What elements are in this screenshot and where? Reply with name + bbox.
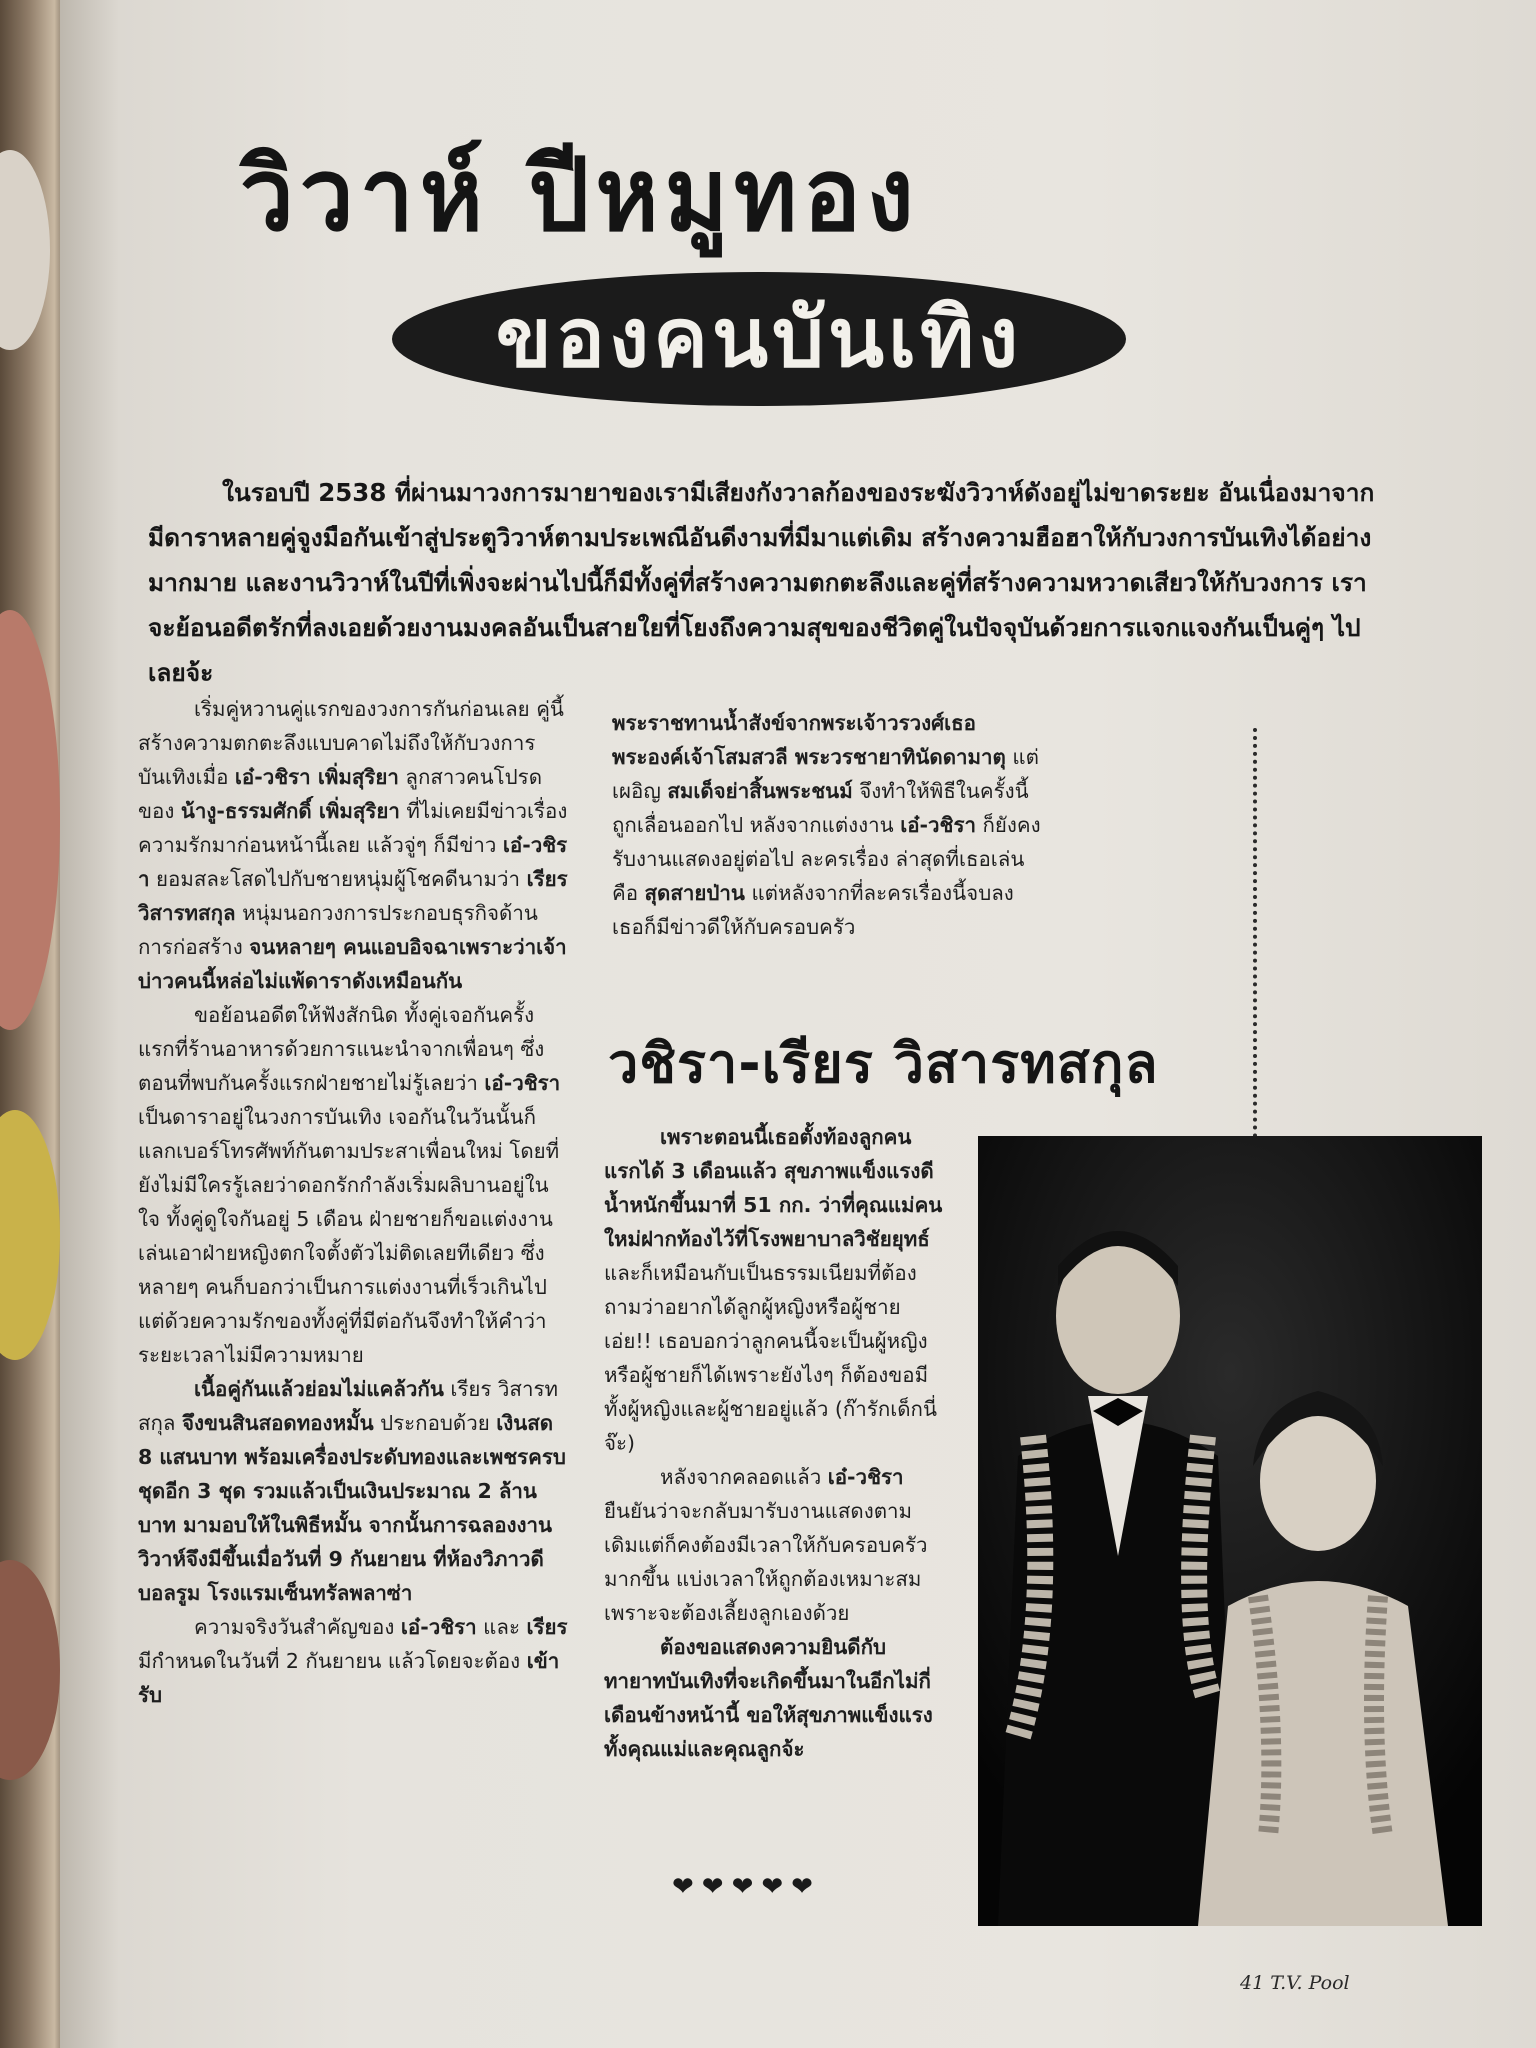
bold-text-run: สุดสายป่าน — [644, 881, 745, 905]
paragraph — [612, 706, 1044, 944]
text-run: มีกำหนดในวันที่ 2 กันยายน แล้วโดยจะต้อง — [138, 1649, 527, 1673]
bold-text-run: เข้ารับ — [138, 1649, 560, 1707]
bold-text-run: สมเด็จย่าสิ้นพระชนม์ — [667, 779, 853, 803]
bold-text-run: พระราชทานน้ำสังข์จากพระเจ้าวรวงศ์เธอพระองค์เจ้าโสมสวลี พระวรชายาทินัดดามาตุ — [612, 711, 1006, 769]
bold-text-run: เอ๋-วชิรา — [400, 1615, 477, 1639]
text-run: ขอย้อนอดีตให้ฟังสักนิด ทั้งคู่เจอกันครั้งแรกที่ร้านอาหารด้วยการแนะนำจากเพื่อนๆ ซึ่งตอนที่พบกันครั้งแรกฝ่ายชายไม่รู้เลยว่า — [138, 1003, 545, 1095]
bold-text-run: น้างู-ธรรมศักดิ์ เพิ่มสุริยา — [180, 799, 400, 823]
column-1 — [138, 692, 570, 1712]
bold-text-run: จึงขนสินสอดทองหมั้น — [182, 1411, 374, 1435]
adjacent-photo-fragment — [0, 610, 60, 1030]
text-run: ยอมสละโสดไปกับชายหนุ่มผู้โชคดีนามว่า — [149, 867, 527, 891]
text-run: เรียร วิสารทสกุล — [138, 1377, 558, 1435]
paragraph — [138, 692, 570, 998]
page-footer: 41 T.V. Pool — [1240, 1972, 1350, 1994]
text-run: ก็ยังคงรับงานแสดงอยู่ต่อไป ละครเรื่อง ล่าสุดที่เธอเล่นคือ — [612, 813, 1041, 905]
bold-text-run: เงินสด 8 แสนบาท พร้อมเครื่องประดับทองและเพชรครบชุดอีก 3 ชุด รวมแล้วเป็นเงินประมาณ 2 ล้านบาท มามอบให้ในพิธีหมั้น จากนั้นการฉลองงานวิวาห์จึงมีขึ้นเมื่อวันที่ 9 กันยายน ที่ห้องวิภาวดีบอลรูม โรงแรมเซ็นทรัลพลาซ่า — [138, 1411, 566, 1605]
intro-text: ในรอบปี 2538 ที่ผ่านมาวงการมายาของเรามีเสียงกังวาลก้องของระฆังวิวาห์ดังอยู่ไม่ขาดระยะ อันเนื่องมาจากมีดาราหลายคู่จูงมือกันเข้าสู่ประตูวิวาห์ตามประเพณีอันดีงามที่มีมาแต่เดิม สร้างความฮือฮาให้กับวงการบันเทิงได้อย่างมากมาย และงานวิวาห์ในปีที่เพิ่งจะผ่านไปนี้ก็มีทั้งคู่ที่สร้างความตกตะลึงและคู่ที่สร้างความหวาดเสียวให้กับวงการ เราจะย้อนอดีตรักที่ลงเอยด้วยงานมงคลอันเป็นสายใยที่โยงถึงความสุขของชีวิตคู่ในปัจจุบันด้วยการแจกแจงกันเป็นคู่ๆ ไปเลยจ้ะ — [148, 478, 1375, 687]
column-3 — [604, 1120, 944, 1766]
bold-text-run: ต้องขอแสดงความยินดีกับทายาทบันเทิงที่จะเกิดขึ้นมาในอีกไม่กี่เดือนข้างหน้านี้ ขอให้สุขภาพแข็งแรงทั้งคุณแม่และคุณลูกจ้ะ — [604, 1635, 933, 1761]
wedding-couple-illustration — [978, 1136, 1482, 1926]
paragraph — [138, 1610, 570, 1712]
bold-text-run: เอ๋-วชิรา — [827, 1465, 904, 1489]
bold-text-run: เนื้อคู่กันแล้วย่อมไม่แคล้วกัน — [194, 1377, 444, 1401]
bold-text-run: จนหลายๆ คนแอบอิจฉาเพราะว่าเจ้าบ่าวคนนี้หล่อไม่แพ้ดาราดังเหมือนกัน — [138, 935, 567, 993]
bold-text-run: เอ๋-วชิรา — [138, 833, 568, 891]
bold-text-run: เอ๋-วชิรา — [484, 1071, 561, 1095]
adjacent-page-edge — [0, 0, 68, 2048]
bold-text-run: เพราะตอนนี้เธอตั้งท้องลูกคนแรกได้ 3 เดือนแล้ว สุขภาพแข็งแรงดี น้ำหนักขึ้นมาที่ 51 กก. ว่าที่คุณแม่คนใหม่ฝากท้องไว้ที่โรงพยาบาลวิชัยยุทธ์ — [604, 1125, 943, 1251]
text-run: จึงทำให้พิธีในครั้งนี้ถูกเลื่อนออกไป หลังจากแต่งงาน — [612, 779, 1029, 837]
paragraph — [604, 1120, 944, 1460]
hearts-ornament: ❤❤❤❤❤ — [672, 1872, 821, 1902]
text-run: แต่หลังจากที่ละครเรื่องนี้จบลงเธอก็มีข่าวดีให้กับครอบครัว — [612, 881, 1014, 939]
text-run: หนุ่มนอกวงการประกอบธุรกิจด้านการก่อสร้าง — [138, 901, 538, 959]
intro-paragraph — [148, 470, 1388, 695]
paragraph — [604, 1630, 944, 1766]
text-run: ประกอบด้วย — [373, 1411, 497, 1435]
text-run: และก็เหมือนกับเป็นธรรมเนียมที่ต้องถามว่าอยากได้ลูกผู้หญิงหรือผู้ชายเอ่ย!! เธอบอกว่าลูกคนนี้จะเป็นผู้หญิงหรือผู้ชายก็ได้เพราะยังไงๆ ก็ต้องขอมีทั้งผู้หญิงและผู้ชายอยู่แล้ว (ก๊ารักเด็กนี่จ๊ะ) — [604, 1261, 937, 1455]
wedding-photo — [978, 1136, 1482, 1926]
adjacent-photo-fragment — [0, 150, 50, 350]
article-subtitle: ของคนบันเทิง — [495, 291, 1023, 386]
paragraph — [604, 1460, 944, 1630]
paragraph — [138, 998, 570, 1372]
text-run: และ — [476, 1615, 527, 1639]
bold-text-run: เรียร — [526, 1615, 568, 1639]
bold-text-run: เอ๋-วชิรา เพิ่มสุริยา — [234, 765, 399, 789]
text-run: ความจริงวันสำคัญของ — [194, 1615, 401, 1639]
text-run: เริ่มคู่หวานคู่แรกของวงการกันก่อนเลย คู่นี้สร้างความตกตะลึงแบบคาดไม่ถึงให้กับวงการบันเทิงเมื่อ — [138, 697, 564, 789]
article-title: วิวาห์ ปีหมูทอง — [240, 136, 920, 254]
adjacent-photo-fragment — [0, 1560, 60, 1780]
text-run: แต่เผอิญ — [612, 745, 1039, 803]
text-run: เป็นดาราอยู่ในวงการบันเทิง เจอกันในวันนั้นก็แลกเบอร์โทรศัพท์กันตามประสาเพื่อนใหม่ โดยที่ยังไม่มีใครรู้เลยว่าดอกรักกำลังเริ่มผลิบานอยู่ในใจ ทั้งคู่ดูใจกันอยู่ 5 เดือน ฝ่ายชายก็ขอแต่งงาน เล่นเอาฝ่ายหญิงตกใจตั้งตัวไม่ติดเลยทีเดียว ซึ่งหลายๆ คนก็บอกว่าเป็นการแต่งงานที่เร็วเกินไป แต่ด้วยความรักของทั้งคู่ที่มีต่อกันจึงทำให้คำว่าระยะเวลาไม่มีความหมาย — [138, 1105, 560, 1367]
bold-text-run: เรียร วิสารทสกุล — [138, 867, 568, 925]
text-run: ยืนยันว่าจะกลับมารับงานแสดงตามเดิมแต่ก็คงต้องมีเวลาให้กับครอบครัวมากขึ้น แบ่งเวลาให้ถูกต้องเหมาะสมเพราะจะต้องเลี้ยงลูกเองด้วย — [604, 1499, 928, 1625]
bold-text-run: เอ๋-วชิรา — [900, 813, 976, 837]
text-run: ที่ไม่เคยมีข่าวเรื่องความรักมาก่อนหน้านี้เลย แล้วจู่ๆ ก็มีข่าว — [138, 799, 568, 857]
couple-heading: วชิรา-เรียร วิสารทสกุล — [608, 1032, 1159, 1095]
text-run: หลังจากคลอดแล้ว — [660, 1465, 828, 1489]
text-run: ลูกสาวคนโปรดของ — [138, 765, 543, 823]
paragraph — [138, 1372, 570, 1610]
column-2 — [612, 706, 1044, 944]
adjacent-photo-fragment — [0, 1110, 60, 1360]
